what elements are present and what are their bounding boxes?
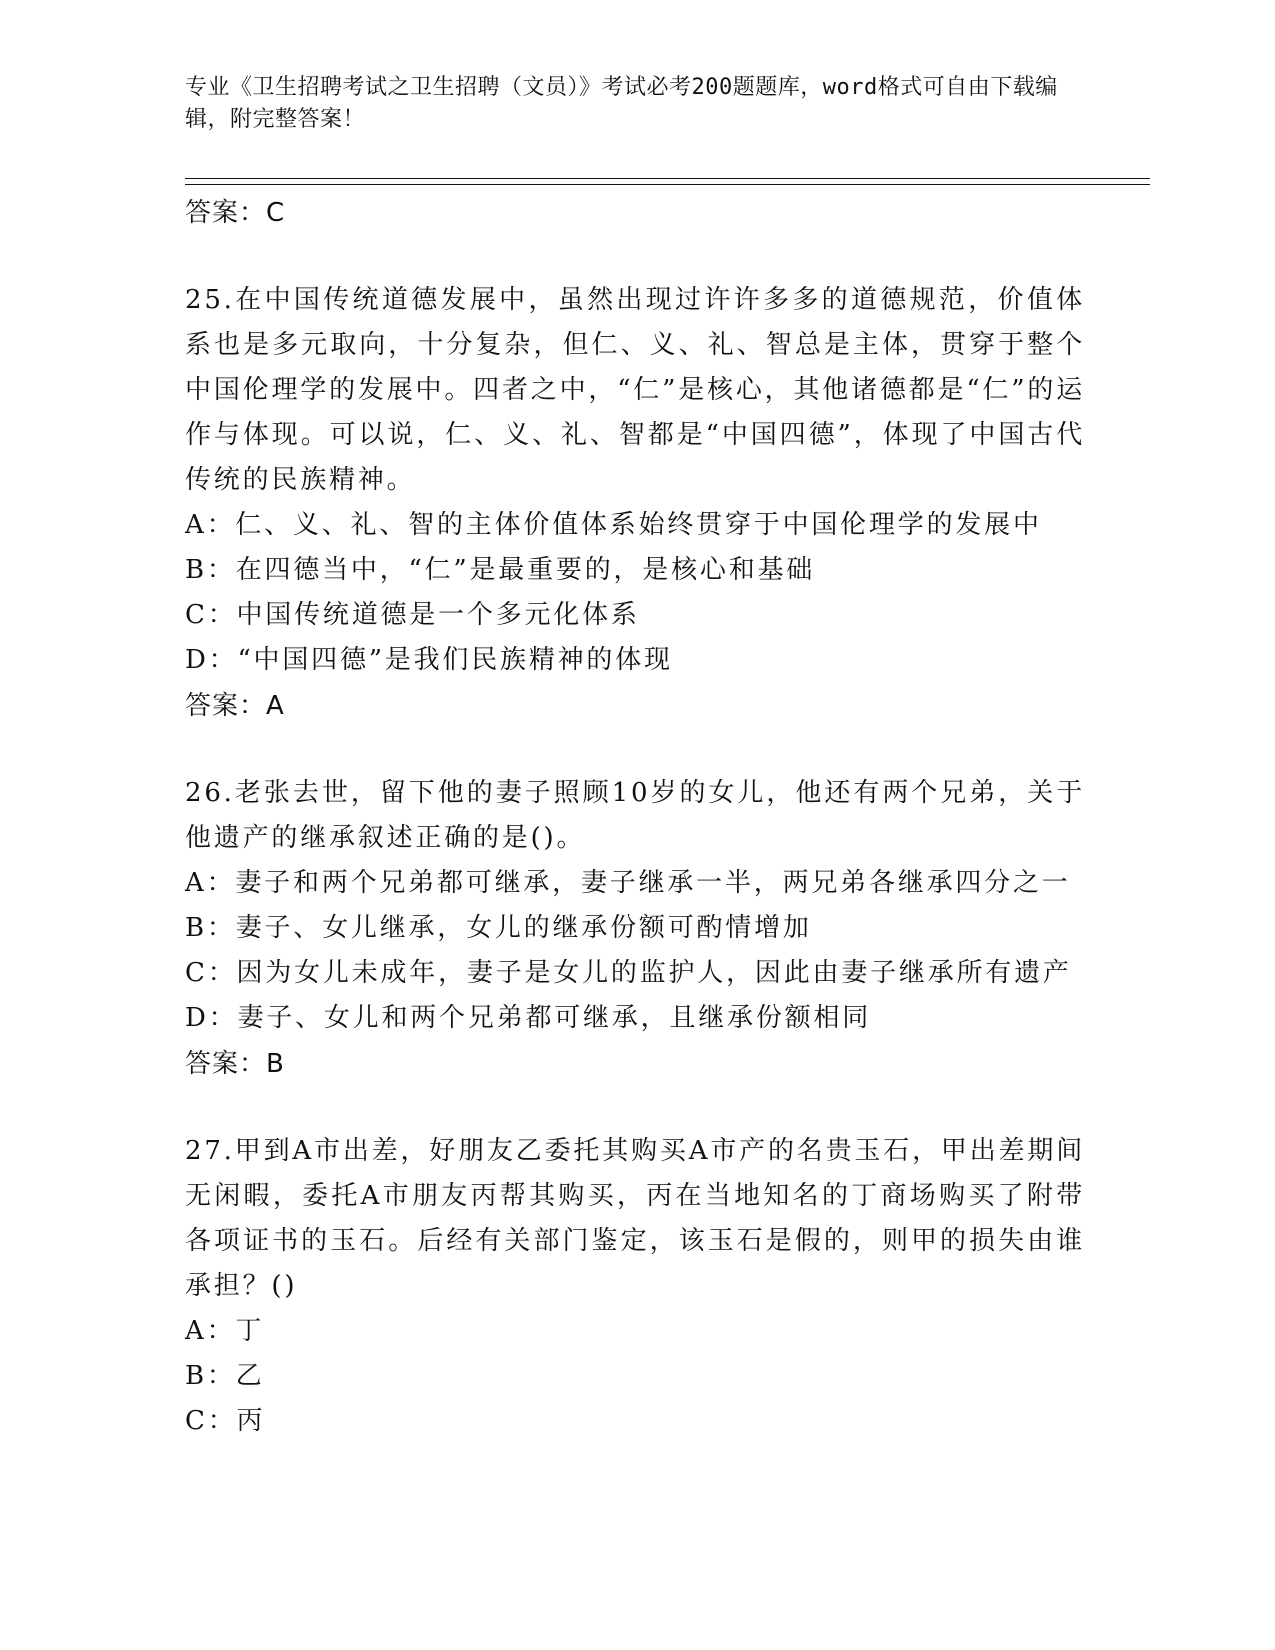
- option-c: C：因为女儿未成年，妻子是女儿的监护人，因此由妻子继承所有遗产: [185, 958, 1072, 988]
- option-d: D：“中国四德”是我们民族精神的体现: [185, 645, 673, 675]
- option-a: A：仁、义、礼、智的主体价值体系始终贯穿于中国伦理学的发展中: [185, 510, 1042, 540]
- question-block-26: [185, 771, 1085, 1087]
- question-text: 25.在中国传统道德发展中，虽然出现过许许多多的道德规范，价值体系也是多元取向，十分复杂，但仁、义、礼、智总是主体，贯穿于整个中国伦理学的发展中。四者之中，“仁”是核心，其他诸德都是“仁”的运作与体现。可以说，仁、义、礼、智都是“中国四德”，体现了中国古代传统的民族精神。: [185, 285, 1085, 495]
- option-a: A：妻子和两个兄弟都可继承，妻子继承一半，两兄弟各继承四分之一: [185, 868, 1071, 898]
- question-text: 26.老张去世，留下他的妻子照顾10岁的女儿，他还有两个兄弟，关于他遗产的继承叙述正确的是()。: [185, 778, 1085, 853]
- spacer: [185, 1087, 1085, 1129]
- question-text: 27.甲到A市出差，好朋友乙委托其购买A市产的名贵玉石，甲出差期间无闲暇，委托A市朋友丙帮其购买，丙在当地知名的丁商场购买了附带各项证书的玉石。后经有关部门鉴定，该玉石是假的，则甲的损失由谁承担？(): [185, 1136, 1085, 1301]
- question-block-27: [185, 1129, 1085, 1444]
- header-divider-second: [185, 184, 1150, 185]
- question-list: [185, 190, 1085, 1444]
- option-a: A：丁: [185, 1316, 265, 1346]
- option-b: B：在四德当中，“仁”是最重要的，是核心和基础: [185, 555, 816, 585]
- option-c: C：中国传统道德是一个多元化体系: [185, 600, 640, 630]
- header-divider: [185, 178, 1150, 179]
- option-c: C：丙: [185, 1406, 266, 1436]
- spacer: [185, 236, 1085, 278]
- page-header: 专业《卫生招聘考试之卫生招聘（文员）》考试必考200题题库，word格式可自由下载编辑，附完整答案！: [185, 75, 1058, 132]
- option-b: B：乙: [185, 1361, 265, 1391]
- answer-24: 答案：C: [185, 198, 286, 228]
- option-b: B：妻子、女儿继承，女儿的继承份额可酌情增加: [185, 913, 812, 943]
- answer: 答案：B: [185, 1049, 285, 1079]
- answer: 答案：A: [185, 691, 285, 721]
- spacer: [185, 729, 1085, 771]
- option-d: D：妻子、女儿和两个兄弟都可继承，且继承份额相同: [185, 1003, 872, 1033]
- question-block-25: [185, 278, 1085, 729]
